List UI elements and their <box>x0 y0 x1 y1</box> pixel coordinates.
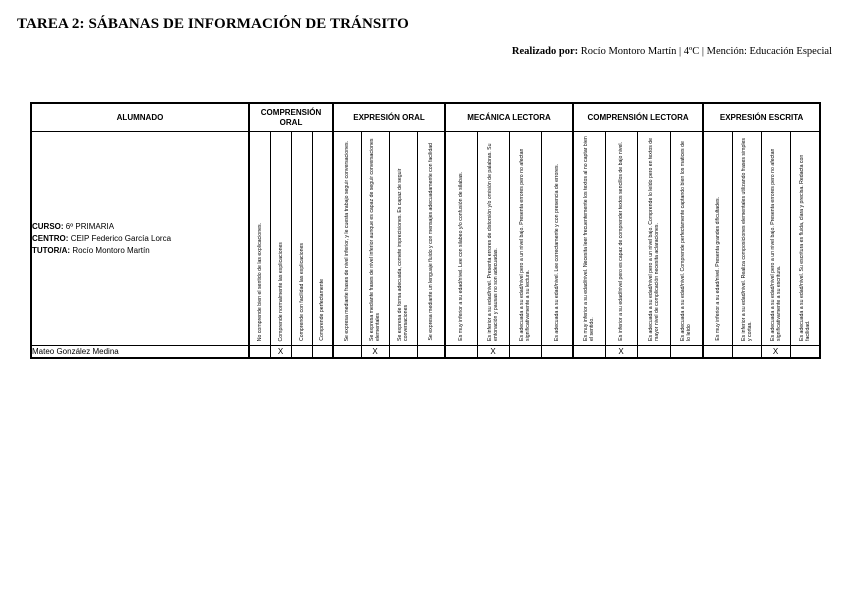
category-header: MECÁNICA LECTORA <box>445 103 573 132</box>
category-header: COMPRENSIÓN ORAL <box>249 103 333 132</box>
descriptor-cell: Es adecuada a su edad/nivel pero a un nivel bajo. Comprende lo leído pero en textos de mayor nivel de complicación necesita aclaraciones. <box>637 132 670 346</box>
descriptor-cell: Es adecuada a su edad/nivel. Su escritura es fluida, clara y precisa. Redacta con facilidad. <box>790 132 820 346</box>
descriptor-cell: Comprende perfectamente <box>312 132 333 346</box>
mark-cell: X <box>361 346 389 359</box>
mark-cell <box>573 346 605 359</box>
mark-cell <box>333 346 361 359</box>
descriptor-cell: Se expresa mediante frases de nivel inferior, y le cuesta trabajo seguir conversaciones. <box>333 132 361 346</box>
transit-info-table <box>30 102 821 359</box>
mark-cell <box>445 346 477 359</box>
descriptor-cell: No comprende bien el sentido de las explicaciones. <box>249 132 270 346</box>
descriptor-cell: Se expresa mediante frases de nivel inferior aunque es capaz de seguir conversaciones elementales <box>361 132 389 346</box>
centro-line: CENTRO: CEIP Federico García Lorca <box>32 233 172 243</box>
mark-cell <box>790 346 820 359</box>
descriptor-cell: Comprende normalmente las explicaciones <box>270 132 291 346</box>
student-row <box>31 346 820 359</box>
descriptor-cell: Se expresa de forma adecuada, comete imprecisiones. Es capaz de seguir conversaciones <box>389 132 417 346</box>
category-header: COMPRENSIÓN LECTORA <box>573 103 703 132</box>
mark-cell: X <box>270 346 291 359</box>
tutor-line: TUTOR/A: Rocío Montoro Martín <box>32 245 150 255</box>
descriptor-cell: Es inferior a su edad/nivel. Presenta errores de distorsión y/o omisión de palabras. Su entonación y pausas no son adecuadas. <box>477 132 509 346</box>
header-row <box>31 103 820 132</box>
mark-cell <box>291 346 312 359</box>
mark-cell <box>637 346 670 359</box>
descriptor-cell: Comprende con facilidad las explicaciones <box>291 132 312 346</box>
class-info <box>31 132 249 346</box>
alumnado-header: ALUMNADO <box>31 103 249 132</box>
mark-cell: X <box>477 346 509 359</box>
descriptor-cell: Es inferior a su edad/nivel pero es capaz de comprender textos sencillos de bajo nivel. <box>605 132 637 346</box>
descriptor-cell: Es adecuada a su edad/nivel. Lee correctamente y con presencia de errores. <box>541 132 573 346</box>
category-header: EXPRESIÓN ESCRITA <box>703 103 820 132</box>
mark-cell <box>249 346 270 359</box>
category-header: EXPRESIÓN ORAL <box>333 103 445 132</box>
author-text: Rocío Montoro Martín | 4ºC | Mención: Educación Especial <box>580 46 832 57</box>
mark-cell <box>732 346 761 359</box>
descriptor-cell: Es muy inferior a su edad/nivel. Lee con silabeo y/o confusión de sílabas. <box>445 132 477 346</box>
author-label: Realizado por: <box>511 46 579 57</box>
mark-cell <box>417 346 445 359</box>
document-title: TAREA 2: SÁBANAS DE INFORMACIÓN DE TRÁNSITO <box>17 16 409 32</box>
mark-cell: X <box>761 346 790 359</box>
descriptor-cell: Se expresa mediante un lenguaje fluido y con mensajes adecuadamente con facilidad <box>417 132 445 346</box>
mark-cell <box>389 346 417 359</box>
mark-cell <box>670 346 703 359</box>
descriptor-cell: Es inferior a su edad/nivel. Realiza composiciones elementales utilizando frases simples y cortas. <box>732 132 761 346</box>
descriptor-row <box>31 132 820 346</box>
student-name: Mateo González Medina <box>31 346 249 359</box>
mark-cell <box>312 346 333 359</box>
descriptor-cell: Es muy inferior a su edad/nivel. Presenta grandes dificultades. <box>703 132 732 346</box>
author-line <box>512 46 832 57</box>
curso-line: CURSO: 6º PRIMARIA <box>32 221 115 231</box>
mark-cell <box>509 346 541 359</box>
descriptor-cell: Es adecuada a su edad/nivel pero a un nivel bajo. Presenta errores pero no afectan significativamente a su lectura. <box>509 132 541 346</box>
descriptor-cell: Es adecuada a su edad/nivel. Comprende perfectamente captando bien los matices de lo leído <box>670 132 703 346</box>
mark-cell: X <box>605 346 637 359</box>
descriptor-cell: Es adecuada a su edad/nivel pero a un nivel bajo. Presenta errores pero no afectan significativamente a su escritura. <box>761 132 790 346</box>
mark-cell <box>703 346 732 359</box>
descriptor-cell: Es muy inferior a su edad/nivel. Necesita leer frecuentemente los textos al no captar bien el sentido. <box>573 132 605 346</box>
mark-cell <box>541 346 573 359</box>
